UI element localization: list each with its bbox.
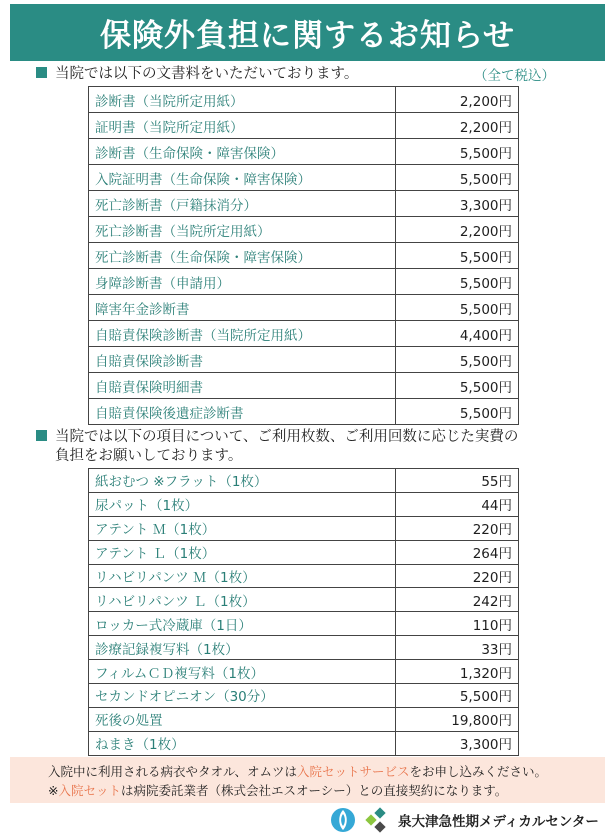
item-name: 身障診断書（申請用） [89, 269, 396, 295]
table-row [89, 564, 519, 588]
page-title: 保険外負担に関するお知らせ [10, 4, 605, 61]
item-name: 入院証明書（生命保険・障害保険） [89, 165, 396, 191]
item-name: フィルムＣＤ複写料（1枚） [89, 660, 396, 684]
item-name: 自賠責保険明細書 [89, 373, 396, 399]
table-row [89, 373, 519, 399]
item-name: リハビリパンツ Ｌ（1枚） [89, 588, 396, 612]
item-name: アテント Ｌ（1枚） [89, 540, 396, 564]
table-row [89, 731, 519, 755]
table-row [89, 243, 519, 269]
item-name: 死亡診断書（当院所定用紙） [89, 217, 396, 243]
notice-line2: ※入院セットは病院委託業者（株式会社エスオーシー）との直接契約になります。 [48, 783, 508, 798]
item-name: 証明書（当院所定用紙） [89, 113, 396, 139]
item-price: 5,500円 [396, 139, 519, 165]
table-row [89, 87, 519, 113]
table-row [89, 321, 519, 347]
table-row [89, 684, 519, 708]
item-name: リハビリパンツ Ｍ（1枚） [89, 564, 396, 588]
set-service-link: 入院セットサービス [297, 764, 410, 779]
item-price: 55円 [396, 469, 519, 493]
item-name: アテント Ｍ（1枚） [89, 516, 396, 540]
item-name: 自賠責保険後遺症診断書 [89, 399, 396, 425]
table-row [89, 269, 519, 295]
item-price: 2,200円 [396, 87, 519, 113]
item-name: 自賠責保険診断書 [89, 347, 396, 373]
table-row [89, 516, 519, 540]
section-bullet-icon [36, 430, 47, 441]
item-name: ロッカー式冷蔵庫（1日） [89, 612, 396, 636]
item-name: 自賠責保険診断書（当院所定用紙） [89, 321, 396, 347]
item-name: 診断書（当院所定用紙） [89, 87, 396, 113]
table-row [89, 399, 519, 425]
item-price: 5,500円 [396, 269, 519, 295]
notice-box [10, 757, 605, 803]
table-row [89, 660, 519, 684]
set-highlight: 入院セット [58, 783, 121, 798]
item-price: 1,320円 [396, 660, 519, 684]
footer [330, 806, 599, 834]
item-price: 5,500円 [396, 165, 519, 191]
item-price: 33円 [396, 636, 519, 660]
item-price: 3,300円 [396, 731, 519, 755]
item-price: 110円 [396, 612, 519, 636]
item-price: 4,400円 [396, 321, 519, 347]
item-price: 242円 [396, 588, 519, 612]
tax-note: （全て税込） [474, 68, 555, 84]
table-row [89, 636, 519, 660]
item-name: 死亡診断書（生命保険・障害保険） [89, 243, 396, 269]
medical-center-logo-icon [364, 806, 392, 834]
section2-heading-line2: 負担をお願いしております。 [55, 448, 243, 464]
item-name: セカンドオピニオン（30分） [89, 684, 396, 708]
document-fee-table [88, 86, 519, 425]
table-row [89, 113, 519, 139]
table-row [89, 469, 519, 493]
notice-line1: 入院中に利用される病衣やタオル、オムツは入院セットサービスをお申し込みください。 [48, 764, 548, 779]
item-name: 紙おむつ ※フラット（1枚） [89, 469, 396, 493]
item-price: 220円 [396, 516, 519, 540]
item-name: 診療記録複写料（1枚） [89, 636, 396, 660]
item-price: 3,300円 [396, 191, 519, 217]
table-row [89, 492, 519, 516]
item-price: 5,500円 [396, 295, 519, 321]
section1-heading [36, 65, 358, 84]
item-name: 死亡診断書（戸籍抹消分） [89, 191, 396, 217]
table-row [89, 165, 519, 191]
item-price: 19,800円 [396, 707, 519, 731]
item-price: 5,500円 [396, 373, 519, 399]
hospital-emblem-icon [330, 806, 356, 834]
item-name: 診断書（生命保険・障害保険） [89, 139, 396, 165]
item-name: 障害年金診断書 [89, 295, 396, 321]
section1-heading-text: 当院では以下の文書料をいただいております。 [55, 66, 359, 82]
item-price: 2,200円 [396, 217, 519, 243]
item-price: 44円 [396, 492, 519, 516]
item-price: 264円 [396, 540, 519, 564]
item-name: ねまき（1枚） [89, 731, 396, 755]
table-row [89, 612, 519, 636]
item-name: 死後の処置 [89, 707, 396, 731]
actual-cost-table [88, 468, 519, 756]
section2-heading [36, 428, 518, 466]
item-price: 5,500円 [396, 399, 519, 425]
item-price: 5,500円 [396, 243, 519, 269]
item-price: 5,500円 [396, 347, 519, 373]
table-row [89, 191, 519, 217]
section2-heading-line1: 当院では以下の項目について、ご利用枚数、ご利用回数に応じた実費の [55, 429, 519, 445]
item-name: 尿パット（1枚） [89, 492, 396, 516]
table-row [89, 707, 519, 731]
table-row [89, 139, 519, 165]
organization-name: 泉大津急性期メディカルセンター [398, 814, 599, 830]
item-price: 220円 [396, 564, 519, 588]
table-row [89, 588, 519, 612]
item-price: 2,200円 [396, 113, 519, 139]
table-row [89, 347, 519, 373]
table-row [89, 217, 519, 243]
table-row [89, 540, 519, 564]
item-price: 5,500円 [396, 684, 519, 708]
table-row [89, 295, 519, 321]
section-bullet-icon [36, 67, 47, 78]
